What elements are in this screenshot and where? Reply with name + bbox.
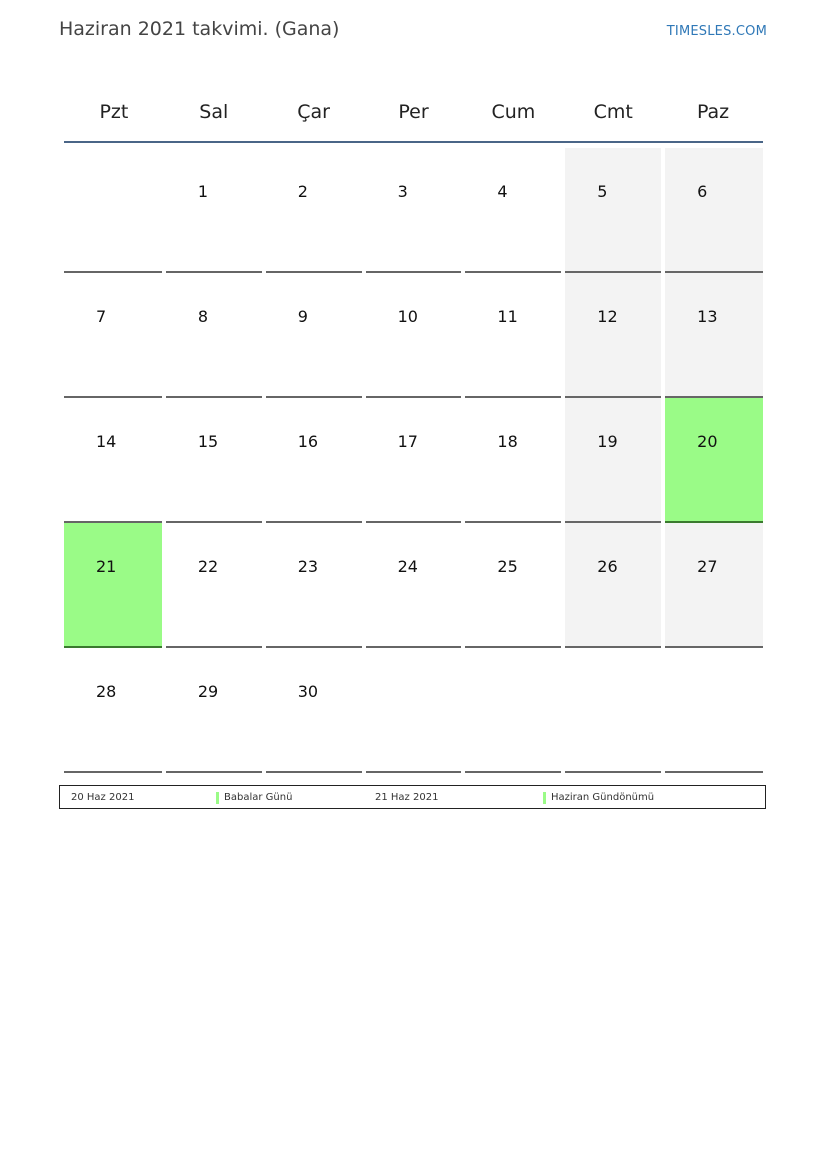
legend-date: 20 Haz 2021 xyxy=(71,792,135,803)
page-title: Haziran 2021 takvimi. (Gana) xyxy=(59,18,340,40)
day-cell xyxy=(366,398,462,523)
day-cell xyxy=(166,398,262,523)
day-cell xyxy=(465,273,561,398)
day-cell xyxy=(64,273,162,398)
day-number: 22 xyxy=(197,557,219,576)
day-number: 15 xyxy=(197,432,219,451)
calendar xyxy=(64,82,763,773)
weekday-header-mon: Pzt xyxy=(99,100,129,123)
day-number: 20 xyxy=(697,432,718,451)
legend-date: 21 Haz 2021 xyxy=(375,792,439,803)
day-cell-weekend xyxy=(565,148,661,273)
day-number: 27 xyxy=(697,557,718,576)
weekday-header-sun: Paz xyxy=(696,100,730,123)
day-number: 19 xyxy=(597,432,618,451)
weekday-header-sat: Cmt xyxy=(593,100,633,123)
day-number: 29 xyxy=(197,682,219,701)
day-cell xyxy=(166,523,262,648)
day-number: 1 xyxy=(197,182,209,201)
day-number: 18 xyxy=(497,432,518,451)
day-grid xyxy=(64,148,763,773)
day-number: 7 xyxy=(96,307,107,326)
day-cell-weekend xyxy=(665,148,763,273)
day-cell-empty xyxy=(665,648,763,773)
weekday-header-fri: Cum xyxy=(491,100,536,123)
day-cell xyxy=(266,648,362,773)
day-cell-holiday xyxy=(64,523,162,648)
day-cell xyxy=(166,273,262,398)
brand-link[interactable]: TIMESLES.COM xyxy=(666,24,767,39)
day-cell xyxy=(166,148,262,273)
day-cell xyxy=(366,523,462,648)
legend-holiday-name: Haziran Gündönümü xyxy=(551,792,655,803)
day-cell-weekend xyxy=(665,273,763,398)
day-cell-weekend xyxy=(565,398,661,523)
day-number: 24 xyxy=(397,557,418,576)
day-number: 25 xyxy=(497,557,518,576)
day-cell xyxy=(266,523,362,648)
day-cell xyxy=(366,273,462,398)
day-cell xyxy=(465,148,561,273)
day-number: 6 xyxy=(697,182,708,201)
day-number: 4 xyxy=(497,182,508,201)
day-cell-empty xyxy=(465,648,561,773)
weekday-header-tue: Sal xyxy=(199,100,229,123)
day-cell-weekend xyxy=(565,523,661,648)
day-cell xyxy=(64,398,162,523)
day-cell-empty xyxy=(64,148,162,273)
day-number: 23 xyxy=(297,557,319,576)
legend-color-swatch xyxy=(216,792,219,804)
day-cell xyxy=(266,273,362,398)
day-cell-holiday xyxy=(665,398,763,523)
day-number: 2 xyxy=(297,182,308,201)
day-cell xyxy=(465,523,561,648)
holiday-legend xyxy=(59,785,766,809)
day-number: 9 xyxy=(297,307,308,326)
day-cell-empty xyxy=(565,648,661,773)
day-number: 17 xyxy=(397,432,418,451)
day-number: 3 xyxy=(397,182,408,201)
day-number: 10 xyxy=(397,307,418,326)
day-cell xyxy=(465,398,561,523)
day-number: 21 xyxy=(96,557,117,576)
day-cell xyxy=(366,148,462,273)
day-number: 28 xyxy=(96,682,117,701)
day-cell xyxy=(266,398,362,523)
day-number: 14 xyxy=(96,432,117,451)
weekday-header-wed: Çar xyxy=(297,100,330,123)
day-cell-weekend xyxy=(565,273,661,398)
day-cell-empty xyxy=(366,648,462,773)
day-number: 11 xyxy=(497,307,518,326)
day-number: 12 xyxy=(597,307,618,326)
day-number: 8 xyxy=(197,307,209,326)
day-number: 16 xyxy=(297,432,319,451)
weekday-header-thu: Per xyxy=(398,100,429,123)
weekday-header-row xyxy=(64,82,763,143)
day-number: 5 xyxy=(597,182,608,201)
day-cell xyxy=(266,148,362,273)
day-number: 13 xyxy=(697,307,718,326)
day-cell-weekend xyxy=(665,523,763,648)
day-number: 30 xyxy=(297,682,319,701)
day-cell xyxy=(166,648,262,773)
day-number: 26 xyxy=(597,557,618,576)
day-cell xyxy=(64,648,162,773)
legend-holiday-name: Babalar Günü xyxy=(224,792,293,803)
legend-color-swatch xyxy=(543,792,546,804)
